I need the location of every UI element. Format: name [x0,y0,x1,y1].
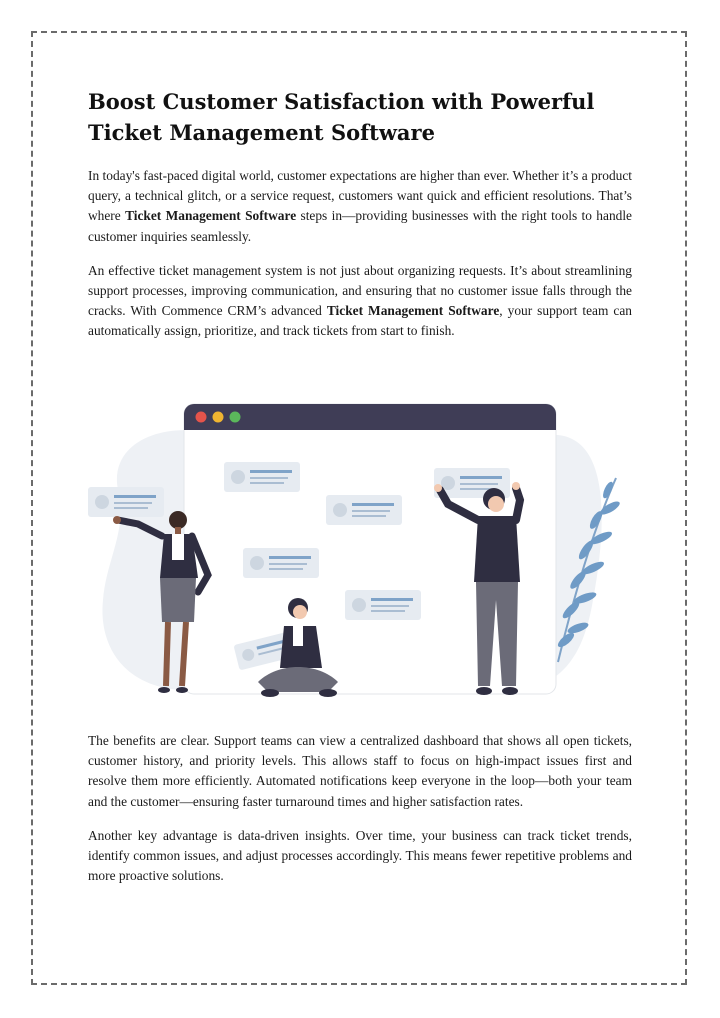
paragraph-system [88,261,632,342]
paragraph-intro [88,166,632,247]
ticket-card [243,548,319,578]
paragraph-insights: Another key advantage is data-driven insights. Over time, your business can track ticket trends, identify common issues, and adjust processes accordingly. This means fewer repetitive problems and more proactive solutions. [88,827,632,884]
paragraph-system-text-2: , your support team can automatically assign, prioritize, and track tickets from start to finish. [88,303,632,339]
paragraph-system-text-1: An effective ticket management system is not just about organizing requests. It’s about streamlining support processes, improving communication, and ensuring that no customer issue falls through the cracks. With Commence CRM’s advanced [88,262,632,319]
paragraph-system-emphasis: Ticket Management Software [326,303,500,319]
ticket-card [88,487,164,517]
ticket-card [224,462,300,492]
paragraph-benefits: The benefits are clear. Support teams can view a centralized dashboard that shows all open tickets, customer history, and priority levels. This allows staff to focus on high-impact issues first and resolve them more efficiently. Automated notifications keep everyone in the loop—both your team and the customer—ensuring faster turnaround times and higher satisfaction rates. [88,733,632,809]
window-dot-yellow [213,412,224,423]
article-top [88,86,632,356]
window-dot-red [196,412,207,423]
ticket-card [326,495,402,525]
paragraph-intro-text-2: steps in—providing businesses with the right tools to handle customer inquiries seamlessly. [88,208,633,244]
paragraph-intro-text-1: In today's fast-paced digital world, customer expectations are higher than ever. Whether it’s a product query, a technical glitch, or a service request, customers want quick and efficient resolutions. That’s where [88,168,632,224]
paragraph-intro-emphasis: Ticket Management Software [125,208,297,224]
window-dot-green [230,412,241,423]
article-bottom [88,731,632,900]
page-title: Boost Customer Satisfaction with Powerful Ticket Management Software [88,89,595,145]
ticket-illustration [88,400,632,710]
ticket-card [345,590,421,620]
